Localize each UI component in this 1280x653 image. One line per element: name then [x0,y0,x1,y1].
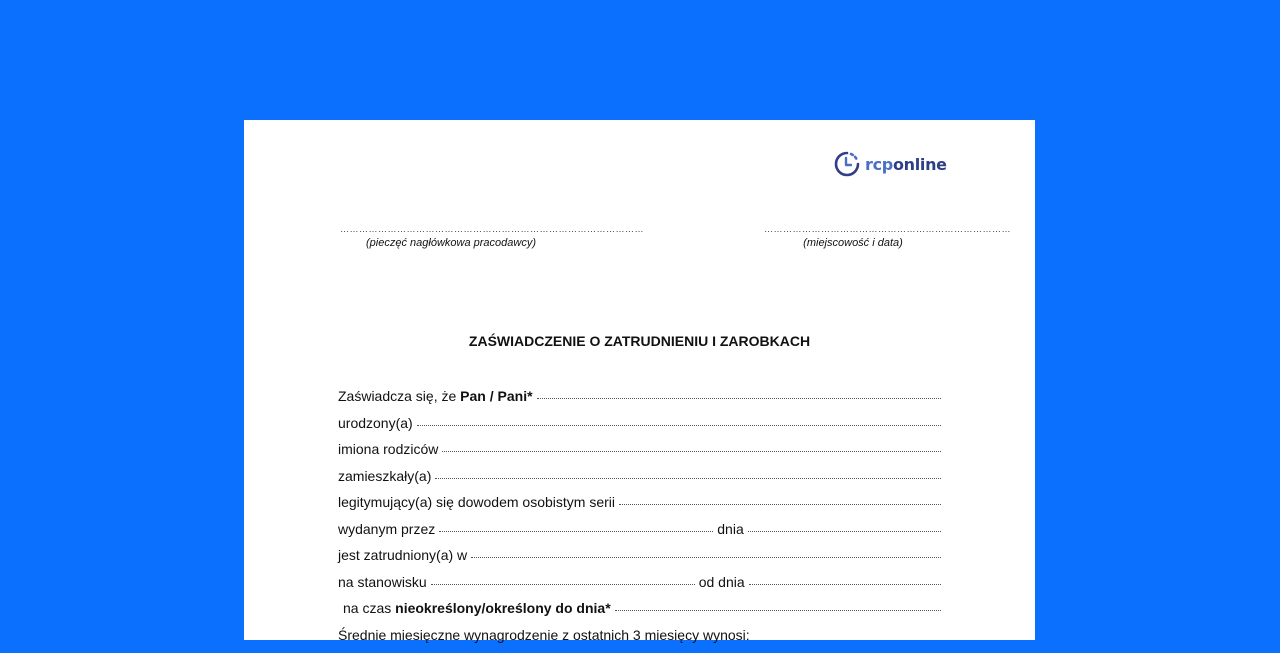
address-fill-field[interactable] [435,477,941,479]
id-fill-field[interactable] [619,503,941,505]
form-line-birth [338,415,941,442]
form-line-id [338,494,941,521]
birth-fill-field[interactable] [417,424,941,426]
form-line-address [338,468,941,495]
line-label: Zaświadcza się, że [338,388,456,404]
line-label: dnia [713,521,743,537]
period-fill-field[interactable] [615,609,941,611]
line-label: legitymujący(a) się dowodem osobistym serii [338,494,615,510]
line-label: od dnia [695,574,745,590]
rcponline-logo[interactable] [833,150,947,178]
form-line-employer [338,547,941,574]
document-title: ZAŚWIADCZENIE O ZATRUDNIENIU I ZAROBKACH [244,333,1035,349]
name-fill-field[interactable] [537,397,941,399]
logo-text: rcponline [865,155,947,174]
form-body [338,388,941,653]
form-line-salary [338,627,941,653]
line-label: jest zatrudniony(a) w [338,547,467,563]
place-date-caption: (miejscowość i data) [764,237,942,249]
form-line-parents [338,441,941,468]
form-line-issued [338,521,941,548]
document-page [244,120,1035,640]
line-label: wydanym przez [338,521,435,537]
line-label: urodzony(a) [338,415,413,431]
line-label: na stanowisku [338,574,427,590]
line-label: zamieszkały(a) [338,468,431,484]
line-label: imiona rodziców [338,441,438,457]
form-line-position [338,574,941,601]
employer-fill-field[interactable] [471,556,941,558]
form-line-name [338,388,941,415]
position-fill-field[interactable] [431,583,695,585]
line-label-bold: Pan / Pani* [460,388,532,404]
dotted-line: …………………………………………………………………………………… [340,224,562,234]
dotted-line: …………………………………………………………………… [764,224,942,234]
start-date-fill-field[interactable] [749,583,941,585]
parents-fill-field[interactable] [442,450,941,452]
issued-by-fill-field[interactable] [439,530,713,532]
employer-stamp-field [340,224,562,249]
line-label-bold: nieokreślony/określony do dnia* [395,600,611,616]
employer-stamp-caption: (pieczęć nagłówkowa pracodawcy) [340,237,562,249]
clock-logo-icon [833,150,861,178]
line-label: na czas [343,600,391,616]
line-label: Średnie miesięczne wynagrodzenie z ostatnich 3 miesięcy wynosi: [338,627,750,643]
issued-date-fill-field[interactable] [748,530,941,532]
form-line-period [338,600,941,627]
place-date-field [764,224,942,249]
